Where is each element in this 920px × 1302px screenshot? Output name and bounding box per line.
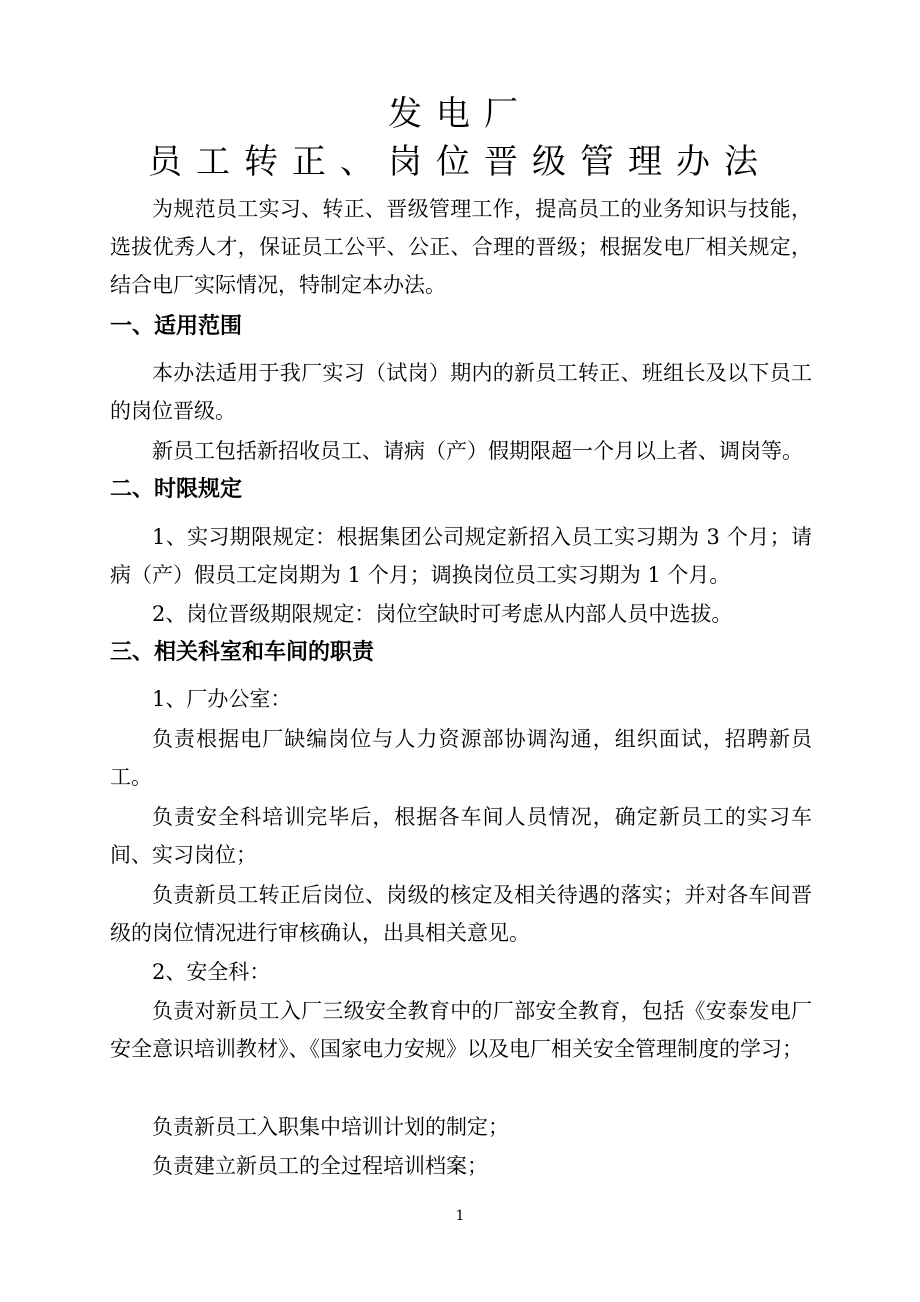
section3-sub1-paragraph-1: 负责根据电厂缺编岗位与人力资源部协调沟通，组织面试，招聘新员工。: [110, 727, 812, 789]
section1-heading: 一、适用范围: [110, 314, 243, 339]
section3-sub2-paragraph-2: 负责新员工入职集中培训计划的制定；: [152, 1115, 509, 1139]
section3-sub2-paragraph-1: 负责对新员工入厂三级安全教育中的厂部安全教育，包括《安泰发电厂安全意识培训教材》、《国家电力安规》以及电厂相关安全管理制度的学习；: [110, 999, 812, 1061]
section2-heading: 二、时限规定: [110, 477, 243, 502]
section3-sub1-paragraph-3: 负责新员工转正后岗位、岗级的核定及相关待遇的落实；并对各车间晋级的岗位情况进行审核确认，出具相关意见。: [110, 883, 812, 945]
intro-paragraph: 为规范员工实习、转正、晋级管理工作，提高员工的业务知识与技能，选拔优秀人才，保证员工公平、公正、合理的晋级；根据发电厂相关规定，结合电厂实际情况，特制定本办法。: [110, 197, 812, 297]
section3-sub1-paragraph-2: 负责安全科培训完毕后，根据各车间人员情况，确定新员工的实习车间、实习岗位；: [110, 805, 812, 867]
section1-paragraph-2: 新员工包括新招收员工、请病（产）假期限超一个月以上者、调岗等。: [152, 439, 803, 463]
section3-subheading-2: 2、安全科：: [152, 960, 271, 984]
section2-paragraph-1: 1、实习期限规定：根据集团公司规定新招入员工实习期为 3 个月；请病（产）假员工定岗期为 1 个月；调换岗位员工实习期为 1 个月。: [110, 525, 812, 587]
section3-heading: 三、相关科室和车间的职责: [110, 640, 375, 665]
section3-subheading-1: 1、厂办公室：: [152, 687, 292, 711]
document-title-line1: 发电厂: [388, 94, 532, 134]
page-number: 1: [455, 1208, 465, 1224]
section1-paragraph-1: 本办法适用于我厂实习（试岗）期内的新员工转正、班组长及以下员工的岗位晋级。: [110, 361, 812, 423]
section2-paragraph-2: 2、岗位晋级期限规定：岗位空缺时可考虑从内部人员中选拔。: [152, 602, 733, 626]
section3-sub2-paragraph-3: 负责建立新员工的全过程培训档案；: [152, 1154, 488, 1178]
document-title-line2: 员工转正、岗位晋级管理办法: [148, 142, 772, 182]
